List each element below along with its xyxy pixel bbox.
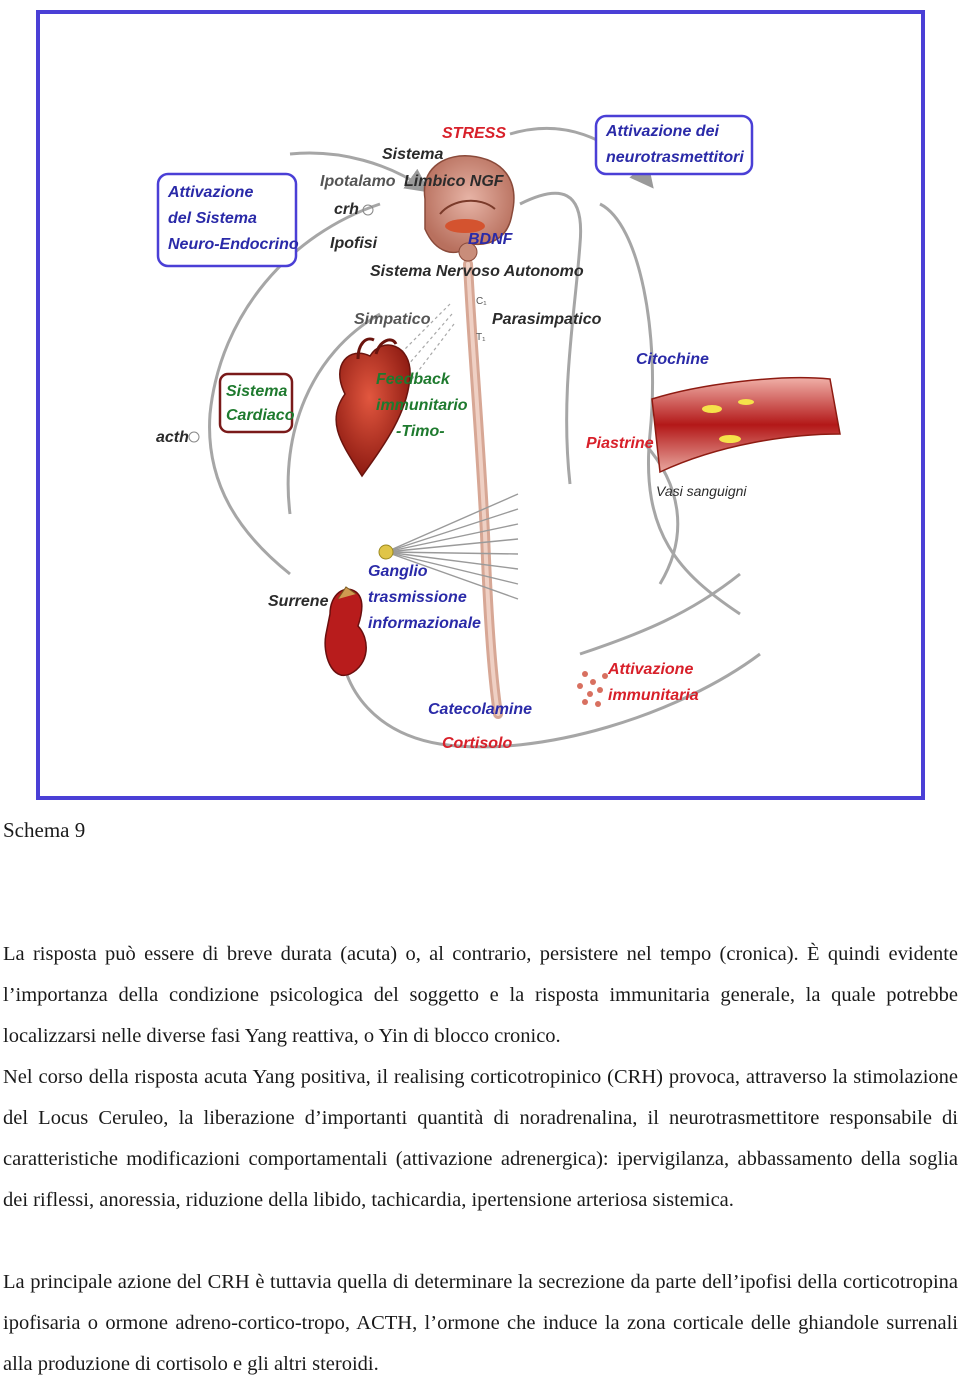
label-ganglio-1: Ganglio xyxy=(368,563,428,580)
stress-response-diagram xyxy=(40,14,921,796)
ganglion-node xyxy=(379,545,393,559)
label-feedback-2: immunitario xyxy=(376,397,468,414)
label-bdnf: BDNF xyxy=(468,231,513,248)
platelet xyxy=(702,405,722,413)
label-limbico-ngf: Limbico NGF xyxy=(404,173,504,190)
diagram-frame xyxy=(36,10,925,800)
paragraph-3: La principale azione del CRH è tuttavia quella di determinare la secrezione da parte dell’ipofisi della corticotropina ipofisaria o ormone adreno-cortico-tropo, ACTH, l’ormone che induce la zona corticale delle ghiandole surrenali alla produzione di cortisolo e gli altri steroidi. xyxy=(3,1271,958,1375)
platelet xyxy=(738,399,754,405)
label-sna: Sistema Nervoso Autonomo xyxy=(370,263,584,280)
label-parasimpatico: Parasimpatico xyxy=(492,311,602,328)
neurotx-box-line1: Attivazione dei xyxy=(606,123,719,140)
neurotx-box-line2: neurotrasmettitori xyxy=(606,149,744,166)
label-ipotalamo: Ipotalamo xyxy=(320,173,396,190)
immune-cells xyxy=(577,671,608,707)
label-ganglio-2: trasmissione xyxy=(368,589,467,606)
pathway-immune xyxy=(580,574,740,654)
neuro-box-line2: del Sistema xyxy=(168,210,257,227)
pathway-right-descending xyxy=(520,193,581,484)
label-piastrine: Piastrine xyxy=(586,435,654,452)
blood-vessel xyxy=(652,378,840,472)
label-feedback-3: -Timo- xyxy=(396,423,445,440)
label-acth: acth xyxy=(156,429,189,446)
label-cortisolo: Cortisolo xyxy=(442,735,513,752)
neuro-box-line1: Attivazione xyxy=(168,184,254,201)
label-ganglio-3: informazionale xyxy=(368,615,481,632)
neuro-box-line3: Neuro-Endocrino xyxy=(168,236,299,253)
paragraph-1: La risposta può essere di breve durata (acuta) o, al contrario, persistere nel tempo (cronica). È quindi evidente l’importanza della condizione psicologica del soggetto e la risposta immunitaria generale, la quale potrebbe localizzarsi nelle diverse fasi Yang reattiva, o Yin di blocco cronico. xyxy=(3,943,958,1047)
label-vasi-sanguigni: Vasi sanguigni xyxy=(656,483,747,499)
label-attivazione-imm-2: immunitaria xyxy=(608,687,699,704)
platelet xyxy=(719,435,741,443)
label-t1: T₁ xyxy=(476,332,486,343)
label-c1: C₁ xyxy=(476,296,487,307)
paragraph-2: Nel corso della risposta acuta Yang positiva, il realising corticotropinico (CRH) provoca, attraverso la stimolazione del Locus Ceruleo, la liberazione d’importanti quantità di noradrenalina, il neurotrasmettitore responsabile di caratteristiche modificazioni comportamentali (attivazione adrenergica): ipervigilanza, abbassamento della soglia dei riflessi, anoressia, riduzione della libido, tachicardia, ipertensione arteriosa sistemica. xyxy=(3,1066,958,1211)
label-simpatico: Simpatico xyxy=(354,311,431,328)
label-surrene: Surrene xyxy=(268,593,329,610)
cardiac-box-line2: Cardiaco xyxy=(226,407,295,424)
label-catecolamine: Catecolamine xyxy=(428,701,533,718)
label-stress: STRESS xyxy=(442,125,507,142)
label-feedback-1: Feedback xyxy=(376,371,450,388)
acth-plus-icon xyxy=(189,432,199,442)
figure-caption: Schema 9 xyxy=(3,818,86,842)
label-sistema: Sistema xyxy=(382,146,444,163)
label-ipofisi: Ipofisi xyxy=(330,235,378,252)
label-attivazione-imm-1: Attivazione xyxy=(608,661,694,678)
label-citochine: Citochine xyxy=(636,351,709,368)
label-crh: crh xyxy=(334,201,359,218)
kidney xyxy=(325,587,366,675)
cardiac-box-line1: Sistema xyxy=(226,383,288,400)
nerve-fan xyxy=(386,494,518,599)
